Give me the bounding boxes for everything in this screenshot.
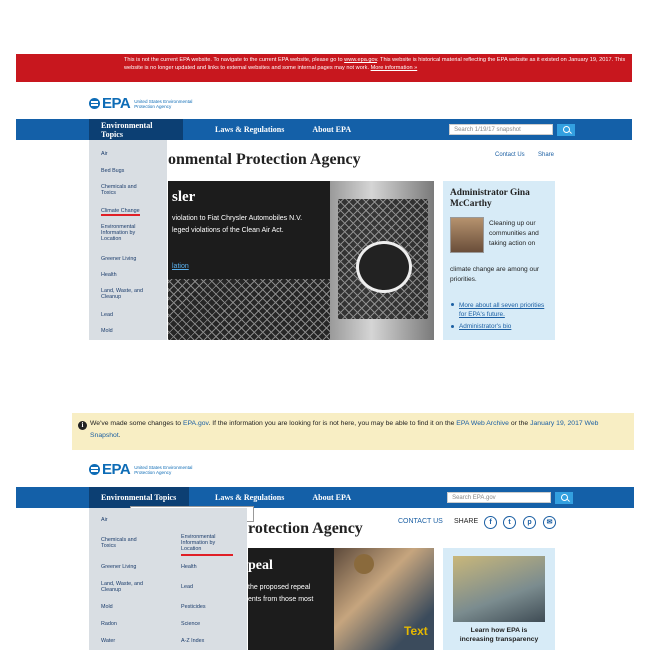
nav-laws-regulations[interactable]: Laws & Regulations [215,493,285,502]
dropdown-item-water[interactable]: Water [101,638,116,644]
nav-environmental-topics[interactable]: Environmental Topics [89,487,189,508]
hero-line-2: ents from those most [248,596,314,603]
ram-logo-icon [356,241,412,293]
dropdown-item-air[interactable]: Air [101,517,108,523]
search-icon [563,126,570,133]
hero-heading: peal [248,558,273,573]
transparency-card[interactable] [443,548,555,650]
hero-image [248,548,434,650]
dropdown-item-env-info-location[interactable]: Environmental Information by Location [101,224,136,243]
dropdown-item-science[interactable]: Science [181,621,201,627]
share-link[interactable]: Share [538,152,555,158]
notice-text: We've made some changes to [90,420,182,427]
hero-line-1: the proposed repeal [248,584,311,591]
epa-web-archive-link[interactable]: EPA Web Archive [456,420,509,427]
changes-notice-banner [72,413,634,450]
hero-heading: sler [172,189,196,205]
search-button[interactable] [557,124,575,136]
notice-text-3: or the [510,420,529,427]
dropdown-item-bed-bugs[interactable]: Bed Bugs [101,168,125,174]
dropdown-item-chemicals[interactable]: Chemicals and Toxics [101,537,137,550]
epa-mark-icon [89,464,100,475]
photo-overlay-text: Text [404,624,428,638]
dropdown-item-a-z-index[interactable]: A-Z Index [181,638,205,644]
people-photo [453,556,545,622]
hero-link[interactable]: lation [172,263,189,270]
dropdown-item-radon[interactable]: Radon [101,621,117,627]
epa-gov-link[interactable]: EPA.gov [182,420,209,427]
dropdown-item-air[interactable]: Air [101,151,108,157]
hero-line-2: leged violations of the Clean Air Act. [172,227,284,234]
twitter-icon[interactable]: t [503,516,516,529]
dropdown-item-health[interactable]: Health [101,272,117,278]
contact-us-link[interactable]: Contact Us [495,152,525,158]
hero-line-1: violation to Fiat Chrysler Automobiles N.V. [172,215,303,222]
notice-text-2: . This website is historical material reflecting the EPA website as it existed on January 19, 2017. This website is no longer updated and links to external websites and some internal pages may not work. [124,57,626,72]
epa-logo[interactable] [89,95,194,112]
dropdown-item-pesticides[interactable]: Pesticides [181,604,206,610]
page-title: rotection Agency [248,520,363,537]
notice-text-2: . If the information you are looking for is not here, you may be able to find it on the [208,420,455,427]
logo-subtitle: United States Environmental Protection Agency [134,464,193,475]
web-snapshot-link[interactable]: January 19, 2017 Web Snapshot [90,420,599,439]
bullet-icon [451,303,454,306]
email-icon[interactable]: ✉ [543,516,556,529]
dropdown-item-greener-living[interactable]: Greener Living [101,564,137,570]
epa-gov-link[interactable]: www.epa.gov [344,57,378,63]
pinterest-icon[interactable]: p [523,516,536,529]
seal-icon [354,554,374,574]
dropdown-item-chemicals[interactable]: Chemicals and Toxics [101,184,137,197]
nav-about-epa[interactable]: About EPA [312,493,352,502]
nav-about-epa[interactable]: About EPA [312,125,352,134]
historical-notice-banner [16,54,632,82]
dropdown-item-land-waste[interactable]: Land, Waste, and Cleanup [101,581,144,594]
dropdown-item-lead[interactable]: Lead [181,584,193,590]
dropdown-item-land-waste[interactable]: Land, Waste, and Cleanup [101,288,144,301]
page-title: onmental Protection Agency [168,151,361,168]
dropdown-item-lead[interactable]: Lead [101,312,113,318]
card-caption: Learn how EPA is increasing transparency [459,627,539,643]
logo-word: EPA [102,461,131,478]
topics-dropdown [89,140,167,340]
topics-dropdown [89,508,247,650]
notice-text: This is not the current EPA website. To navigate to the current EPA website, please go to [124,57,343,63]
selected-item-label: Climate Change [101,208,140,216]
dropdown-item-greener-living[interactable]: Greener Living [101,256,137,262]
administrator-text-1: Cleaning up our communities and taking action on [489,220,539,247]
nav-laws-regulations[interactable]: Laws & Regulations [215,125,285,134]
main-nav [16,119,632,140]
notice-text-4: . [118,432,121,439]
epa-mark-icon [89,98,100,109]
dropdown-item-env-info-location[interactable] [181,534,235,553]
search-input[interactable]: Search 1/19/17 snapshot [449,124,553,135]
share-label: SHARE [454,518,479,525]
logo-word: EPA [102,95,131,112]
dropdown-item-health[interactable]: Health [181,564,197,570]
selected-underline [181,554,233,556]
administrator-text-2: climate change are among our priorities. [450,266,540,283]
logo-subtitle: United States Environmental Protection Agency [134,98,193,109]
search-icon [561,494,568,501]
dropdown-item-mold[interactable]: Mold [101,604,113,610]
nav-environmental-topics[interactable]: Environmental Topics [89,119,183,140]
facebook-icon[interactable]: f [484,516,497,529]
epa-logo[interactable] [89,461,194,478]
selected-item-label: Environmental Information by Location [181,534,216,553]
bullet-icon [451,325,454,328]
more-information-link[interactable]: More information » [370,65,418,72]
administrator-title: Administrator Gina McCarthy [450,188,530,209]
administrator-photo [450,217,484,253]
main-nav [16,487,634,508]
priorities-link[interactable]: More about all seven priorities for EPA's future. [459,302,545,318]
contact-us-link[interactable]: CONTACT US [398,518,443,525]
hero-image [168,181,434,340]
search-button[interactable] [555,492,573,504]
dropdown-item-mold[interactable]: Mold [101,328,113,334]
dropdown-item-climate-change[interactable] [101,208,140,216]
info-icon: i [78,421,87,430]
search-input[interactable]: Search EPA.gov [447,492,551,503]
administrator-box [443,181,555,340]
bio-link[interactable]: Administrator's bio [459,323,512,330]
